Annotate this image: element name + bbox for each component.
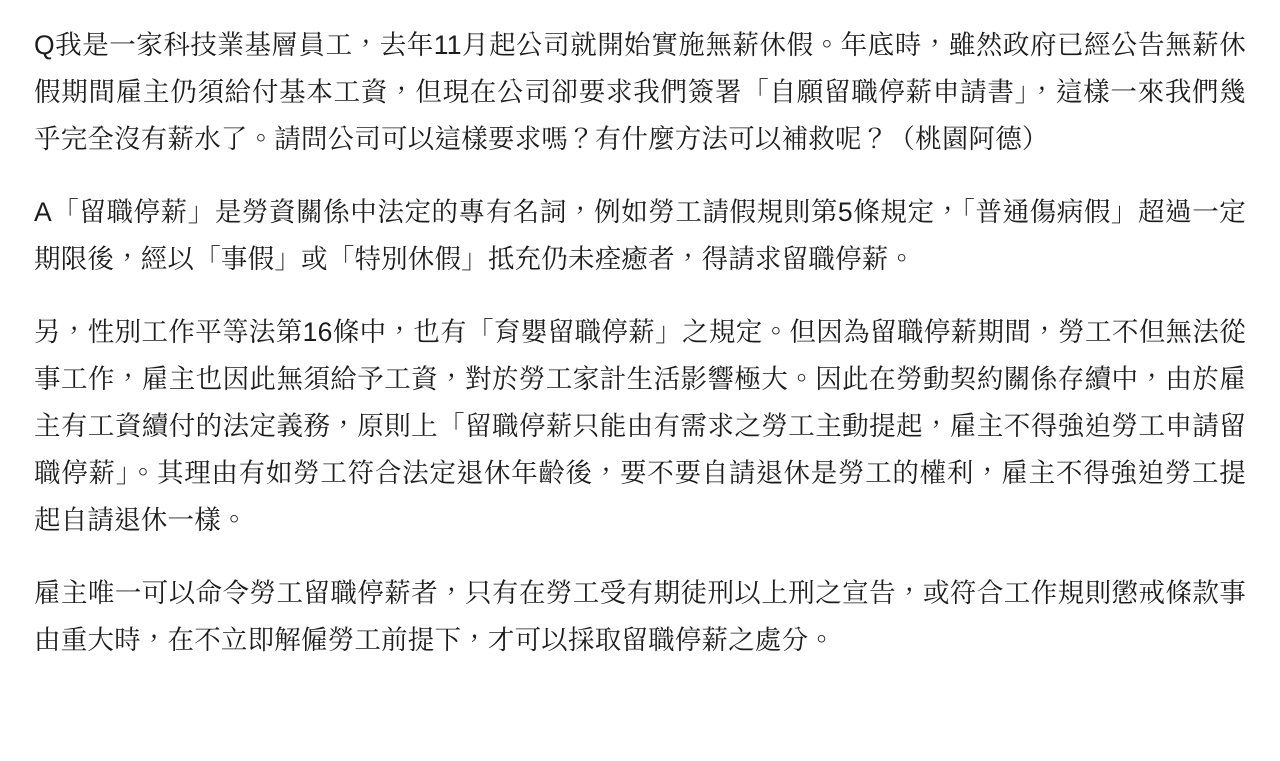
answer-paragraph-3: 雇主唯一可以命令勞工留職停薪者，只有在勞工受有期徒刑以上刑之宣告，或符合工作規則懲戒條款事由重大時，在不立即解僱勞工前提下，才可以採取留職停薪之處分。 xyxy=(34,578,1246,655)
question-paragraph: Q我是一家科技業基層員工，去年11月起公司就開始實施無薪休假。年底時，雖然政府已經公告無薪休假期間雇主仍須給付基本工資，但現在公司卻要求我們簽署「自願留職停薪申請書」，這樣一來我們幾乎完全沒有薪水了。請問公司可以這樣要求嗎？有什麼方法可以補救呢？（桃園阿德） xyxy=(34,30,1246,154)
answer-paragraph-2: 另，性別工作平等法第16條中，也有「育嬰留職停薪」之規定。但因為留職停薪期間，勞工不但無法從事工作，雇主也因此無須給予工資，對於勞工家計生活影響極大。因此在勞動契約關係存續中，由於雇主有工資續付的法定義務，原則上「留職停薪只能由有需求之勞工主動提起，雇主不得強迫勞工申請留職停薪」。其理由有如勞工符合法定退休年齡後，要不要自請退休是勞工的權利，雇主不得強迫勞工提起自請退休一樣。 xyxy=(34,317,1246,535)
answer-paragraph-1: A「留職停薪」是勞資關係中法定的專有名詞，例如勞工請假規則第5條規定，「普通傷病假」超過一定期限後，經以「事假」或「特別休假」抵充仍未痊癒者，得請求留職停薪。 xyxy=(34,197,1246,274)
